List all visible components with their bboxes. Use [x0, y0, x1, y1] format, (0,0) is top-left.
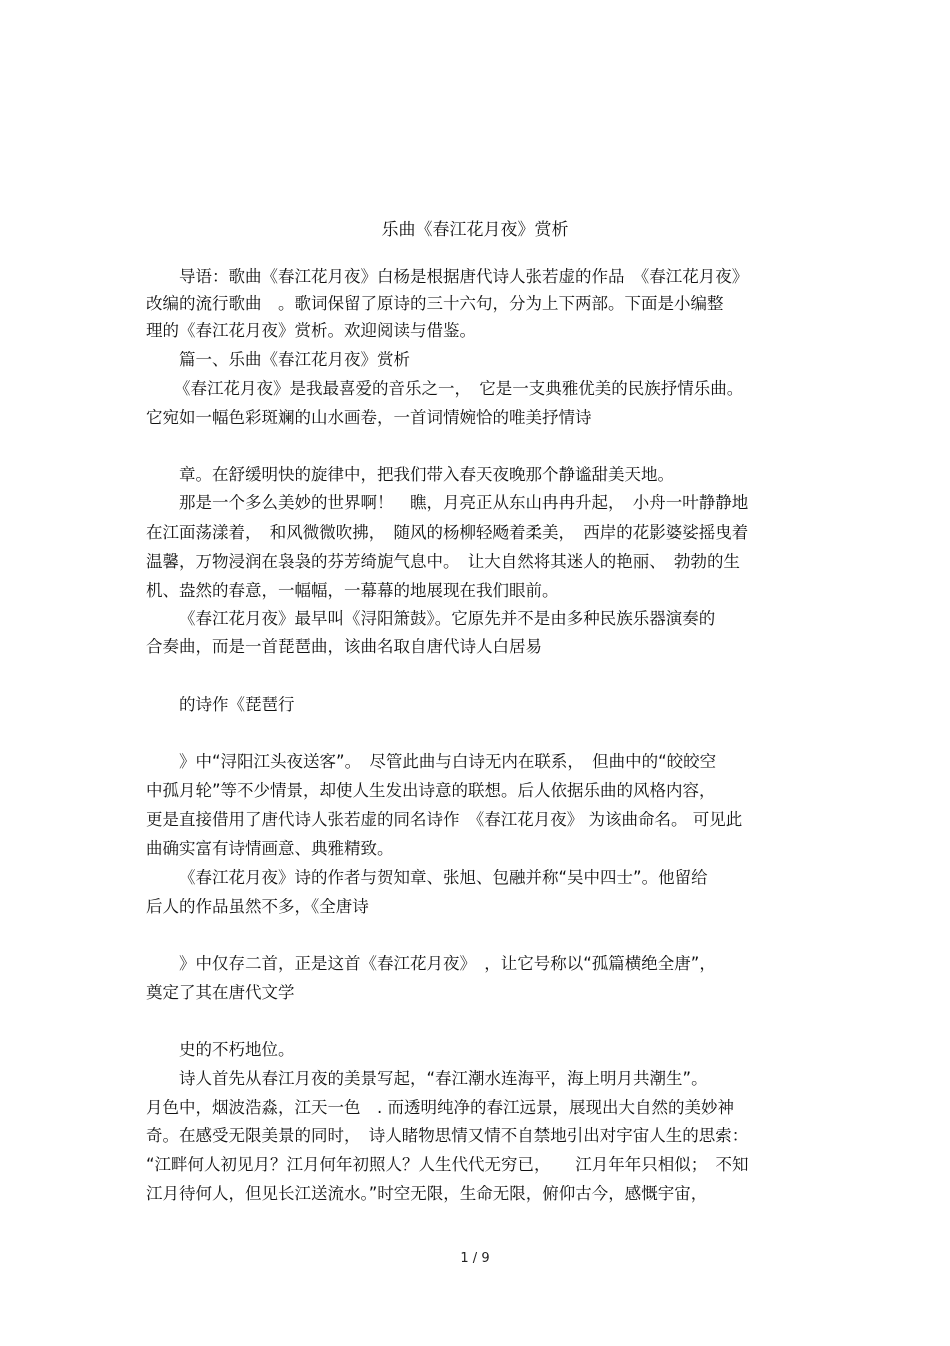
page-number: 1 / 9: [460, 1251, 490, 1266]
text-line: 《春江花月夜》是我最喜爱的音乐之一， 它是一支典雅优美的民族抒情乐曲。: [174, 379, 744, 398]
text-line: 机、盎然的春意，一幅幅，一幕幕的地展现在我们眼前。: [146, 581, 559, 600]
text-line: 温馨，万物浸润在袅袅的芬芳绮旎气息中。 让大自然将其迷人的艳丽、 勃勃的生: [146, 552, 740, 571]
section-heading: 篇一、乐曲《春江花月夜》赏析: [179, 350, 410, 369]
text-line: 理的《春江花月夜》赏析。欢迎阅读与借鉴。: [146, 321, 476, 340]
text-line: 改编的流行歌曲 。歌词保留了原诗的三十六句，分为上下两部。下面是小编整: [146, 294, 724, 313]
text-line: 它宛如一幅色彩斑斓的山水画卷，一首词情婉恰的唯美抒情诗: [146, 408, 592, 427]
text-line: 诗人首先从春江月夜的美景写起，“春江潮水连海平，海上明月共潮生”。: [179, 1069, 708, 1088]
text-line: 合奏曲，而是一首琵琶曲，该曲名取自唐代诗人白居易: [146, 637, 542, 656]
text-line: 章。在舒缓明快的旋律中，把我们带入春天夜晚那个静谧甜美天地。: [179, 465, 674, 484]
text-line: 的诗作《琵琶行: [179, 695, 295, 714]
text-line: 《春江花月夜》最早叫《浔阳箫鼓》。它原先并不是由多种民族乐器演奏的: [179, 609, 716, 628]
text-line: 后人的作品虽然不多，《全唐诗: [146, 897, 369, 916]
text-line: 奇。在感受无限美景的同时， 诗人睹物思情又情不自禁地引出对宇宙人生的思索：: [146, 1126, 749, 1145]
text-line: 曲确实富有诗情画意、典雅精致。: [146, 839, 394, 858]
text-line: 史的不朽地位。: [179, 1040, 295, 1059]
text-line: 月色中，烟波浩淼，江天一色 . 而透明纯净的春江远景，展现出大自然的美妙神: [146, 1098, 734, 1117]
text-line: 更是直接借用了唐代诗人张若虚的同名诗作 《春江花月夜》 为该曲命名。 可见此: [146, 810, 743, 829]
text-line: 导语：歌曲《春江花月夜》白杨是根据唐代诗人张若虚的作品 《春江花月夜》: [179, 267, 749, 286]
text-line: 《春江花月夜》诗的作者与贺知章、张旭、包融并称“吴中四士”。他留给: [179, 868, 708, 887]
text-line: 那是一个多么美妙的世界啊！ 瞧，月亮正从东山冉冉升起， 小舟一叶静静地: [179, 493, 749, 512]
text-line: 奠定了其在唐代文学: [146, 983, 295, 1002]
text-line: 江月待何人，但见长江送流水。”时空无限，生命无限，俯仰古今，感慨宇宙，: [146, 1184, 708, 1203]
text-line: 》中仅存二首，正是这首《春江花月夜》 ，让它号称以“孤篇横绝全唐”，: [179, 954, 716, 973]
text-line: “江畔何人初见月？江月何年初照人？人生代代无穷已， 江月年年只相似； 不知: [146, 1155, 749, 1174]
text-line: 中孤月轮”等不少情景，却使人生发出诗意的联想。后人依据乐曲的风格内容，: [146, 781, 716, 800]
text-line: 在江面荡漾着， 和风微微吹拂， 随风的杨柳轻飏着柔美， 西岸的花影婆娑摇曳着: [146, 523, 749, 542]
text-line: 》中“浔阳江头夜送客”。 尽管此曲与白诗无内在联系， 但曲中的“皎皎空: [179, 752, 717, 771]
document-title: 乐曲《春江花月夜》赏析: [381, 220, 569, 240]
